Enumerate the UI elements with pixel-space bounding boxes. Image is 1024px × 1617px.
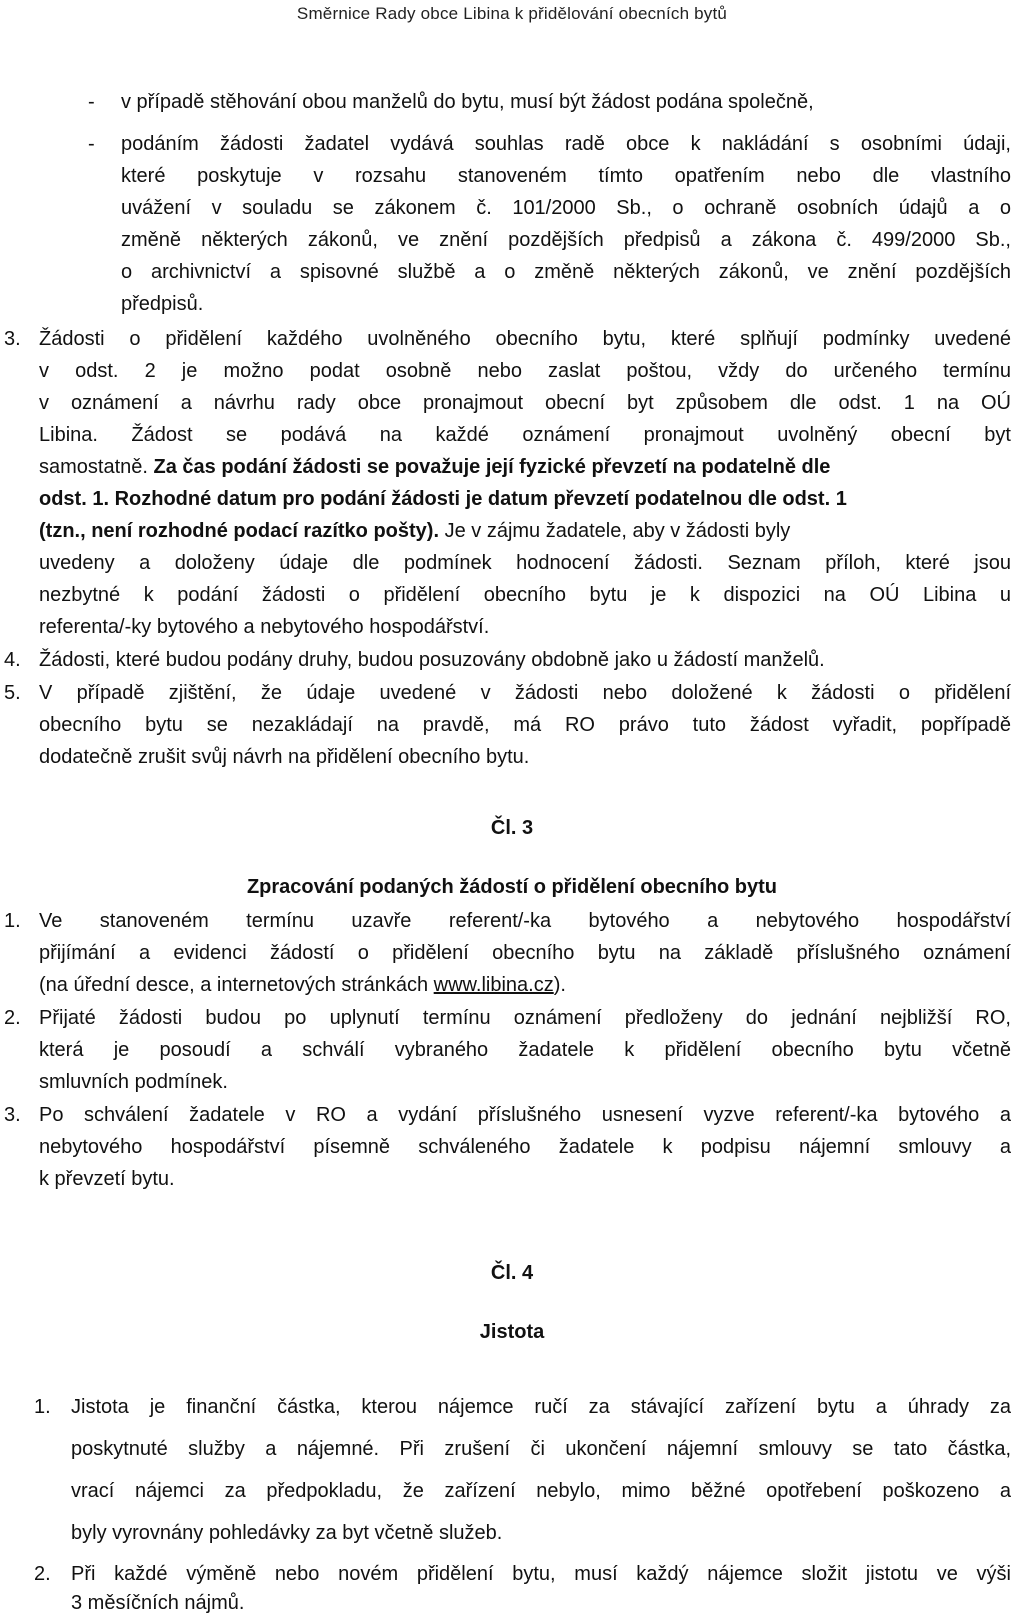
bullet-text: podáním žádosti žadatel vydává souhlas radě obce k nakládání s osobními údaji, xyxy=(121,133,1011,155)
list-number: 1. xyxy=(4,910,21,932)
paragraph-line: v odst. 2 je možno podat osobně nebo zaslat poštou, vždy do určeného termínu xyxy=(39,360,1011,382)
list-number: 4. xyxy=(4,649,21,671)
list-number: 3. xyxy=(4,328,21,350)
paragraph-line: Po schválení žadatele v RO a vydání příslušného usnesení vyzve referent/-ka bytového a xyxy=(39,1104,1011,1126)
paragraph-line: nebytového hospodářství písemně schváleného žadatele k podpisu nájemní smlouvy a xyxy=(39,1136,1011,1158)
paragraph-line: ). xyxy=(553,974,566,996)
paragraph-line: Ve stanoveném termínu uzavře referent/-ka bytového a nebytového hospodářství xyxy=(39,910,1011,932)
bullet-text: předpisů. xyxy=(121,293,204,315)
paragraph-line: Při každé výměně nebo novém přidělení bytu, musí každý nájemce složit jistotu ve výši xyxy=(71,1563,1011,1585)
paragraph-line: samostatně. xyxy=(39,456,148,478)
bullet-text: změně některých zákonů, ve znění pozdějších předpisů a zákona č. 499/2000 Sb., xyxy=(121,229,1011,251)
bullet-text: v případě stěhování obou manželů do bytu, musí být žádost podána společně, xyxy=(121,91,814,113)
bullet-marker: - xyxy=(88,91,95,113)
paragraph-line: smluvních podmínek. xyxy=(39,1071,228,1093)
article-heading: Čl. 4 xyxy=(490,1262,534,1284)
paragraph-line: Je v zájmu žadatele, aby v žádosti byly xyxy=(444,520,791,542)
paragraph-line: V případě zjištění, že údaje uvedené v žádosti nebo doložené k žádosti o přidělení xyxy=(39,682,1011,704)
paragraph-line: obecního bytu se nezakládají na pravdě, má RO právo tuto žádost vyřadit, popřípadě xyxy=(39,714,1011,736)
paragraph-line: 3 měsíčních nájmů. xyxy=(71,1592,245,1614)
paragraph-line: přijímání a evidenci žádostí o přidělení obecního bytu na základě příslušného oznámení xyxy=(39,942,1011,964)
paragraph-line: uvedeny a doloženy údaje dle podmínek hodnocení žádosti. Seznam příloh, které jsou xyxy=(39,552,1011,574)
paragraph-line: Libina. Žádost se podává na každé oznámení pronajmout uvolněný obecní byt xyxy=(39,424,1011,446)
paragraph-line: Jistota je finanční částka, kterou nájemce ručí za stávající zařízení bytu a úhrady za xyxy=(71,1396,1011,1418)
paragraph-line: nezbytné k podání žádosti o přidělení obecního bytu je k dispozici na OÚ Libina u xyxy=(39,584,1011,606)
paragraph-line: poskytnuté služby a nájemné. Při zrušení či ukončení nájemní smlouvy se tato částka, xyxy=(71,1438,1011,1460)
paragraph-line: k převzetí bytu. xyxy=(39,1168,175,1190)
paragraph-line: vrací nájemci za předpokladu, že zařízení nebylo, mimo běžné opotřebení poškozeno a xyxy=(71,1480,1011,1502)
paragraph-line: (na úřední desce, a internetových stránkách xyxy=(39,974,434,996)
paragraph-line: dodatečně zrušit svůj návrh na přidělení obecního bytu. xyxy=(39,746,530,768)
list-number: 3. xyxy=(4,1104,21,1126)
bold-text: (tzn., není rozhodné podací razítko pošty). xyxy=(39,520,440,542)
running-header: Směrnice Rady obce Libina k přidělování obecních bytů xyxy=(296,4,728,23)
paragraph-line: v oznámení a návrhu rady obce pronajmout obecní byt způsobem dle odst. 1 na OÚ xyxy=(39,392,1011,414)
bullet-marker: - xyxy=(88,133,95,155)
list-number: 5. xyxy=(4,682,21,704)
bold-text: Za čas podání žádosti se považuje její fyzické převzetí na podatelně dle xyxy=(153,456,831,478)
bullet-text: uvážení v souladu se zákonem č. 101/2000 Sb., o ochraně osobních údajů a o xyxy=(121,197,1011,219)
paragraph-line: která je posoudí a schválí vybraného žadatele k přidělení obecního bytu včetně xyxy=(39,1039,1011,1061)
paragraph-line: byly vyrovnány pohledávky za byt včetně služeb. xyxy=(71,1522,503,1544)
bold-text: odst. 1. Rozhodné datum pro podání žádosti je datum převzetí podatelnou dle odst. 1 xyxy=(39,488,847,510)
list-number: 2. xyxy=(34,1563,51,1585)
article-title: Jistota xyxy=(479,1321,545,1343)
paragraph-line: Přijaté žádosti budou po uplynutí termínu oznámení předloženy do jednání nejbližší RO, xyxy=(39,1007,1011,1029)
article-heading: Čl. 3 xyxy=(490,817,534,839)
list-number: 1. xyxy=(34,1396,51,1418)
article-title: Zpracování podaných žádostí o přidělení obecního bytu xyxy=(246,876,778,898)
website-link[interactable]: www.libina.cz xyxy=(433,974,554,996)
list-number: 2. xyxy=(4,1007,21,1029)
paragraph-line: Žádosti, které budou podány druhy, budou posuzovány obdobně jako u žádostí manželů. xyxy=(39,649,825,671)
bullet-text: které poskytuje v rozsahu stanoveném tímto opatřením nebo dle vlastního xyxy=(121,165,1011,187)
paragraph-line: Žádosti o přidělení každého uvolněného obecního bytu, které splňují podmínky uvedené xyxy=(39,328,1011,350)
bullet-text: o archivnictví a spisovné službě a o změně některých zákonů, ve znění pozdějších xyxy=(121,261,1011,283)
paragraph-line: referenta/-ky bytového a nebytového hospodářství. xyxy=(39,616,490,638)
